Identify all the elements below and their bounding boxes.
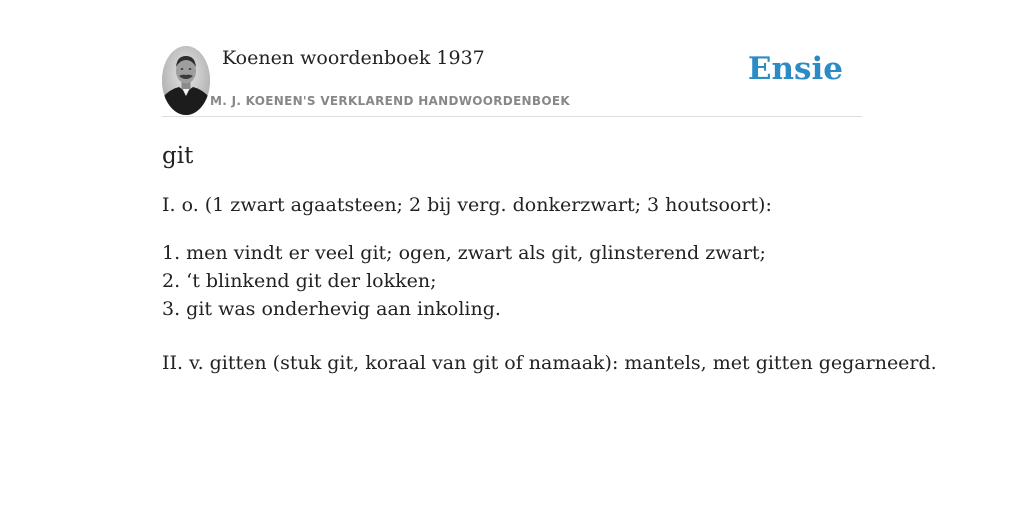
sense-two-definition: II. v. gitten (stuk git, koraal van git of namaak): mantels, met gitten gegarneerd. [162, 352, 937, 374]
page [162, 0, 937, 375]
author-portrait-icon [162, 46, 210, 115]
brand-logo-link[interactable]: Ensie [747, 51, 843, 87]
example-item: 2. ‘t blinkend git der lokken; [162, 270, 437, 292]
example-item: 3. git was onderhevig aan inkoling. [162, 298, 501, 320]
header [162, 0, 862, 117]
dictionary-subtitle: M. J. KOENEN'S VERKLAREND HANDWOORDENBOEK [210, 94, 570, 108]
headword: git [162, 143, 194, 169]
dictionary-title: Koenen woordenboek 1937 [222, 47, 485, 69]
example-list [162, 239, 862, 323]
example-item: 1. men vindt er veel git; ogen, zwart als git, glinsterend zwart; [162, 242, 766, 264]
sense-one-definition: I. o. (1 zwart agaatsteen; 2 bij verg. donkerzwart; 3 houtsoort): [162, 194, 772, 216]
